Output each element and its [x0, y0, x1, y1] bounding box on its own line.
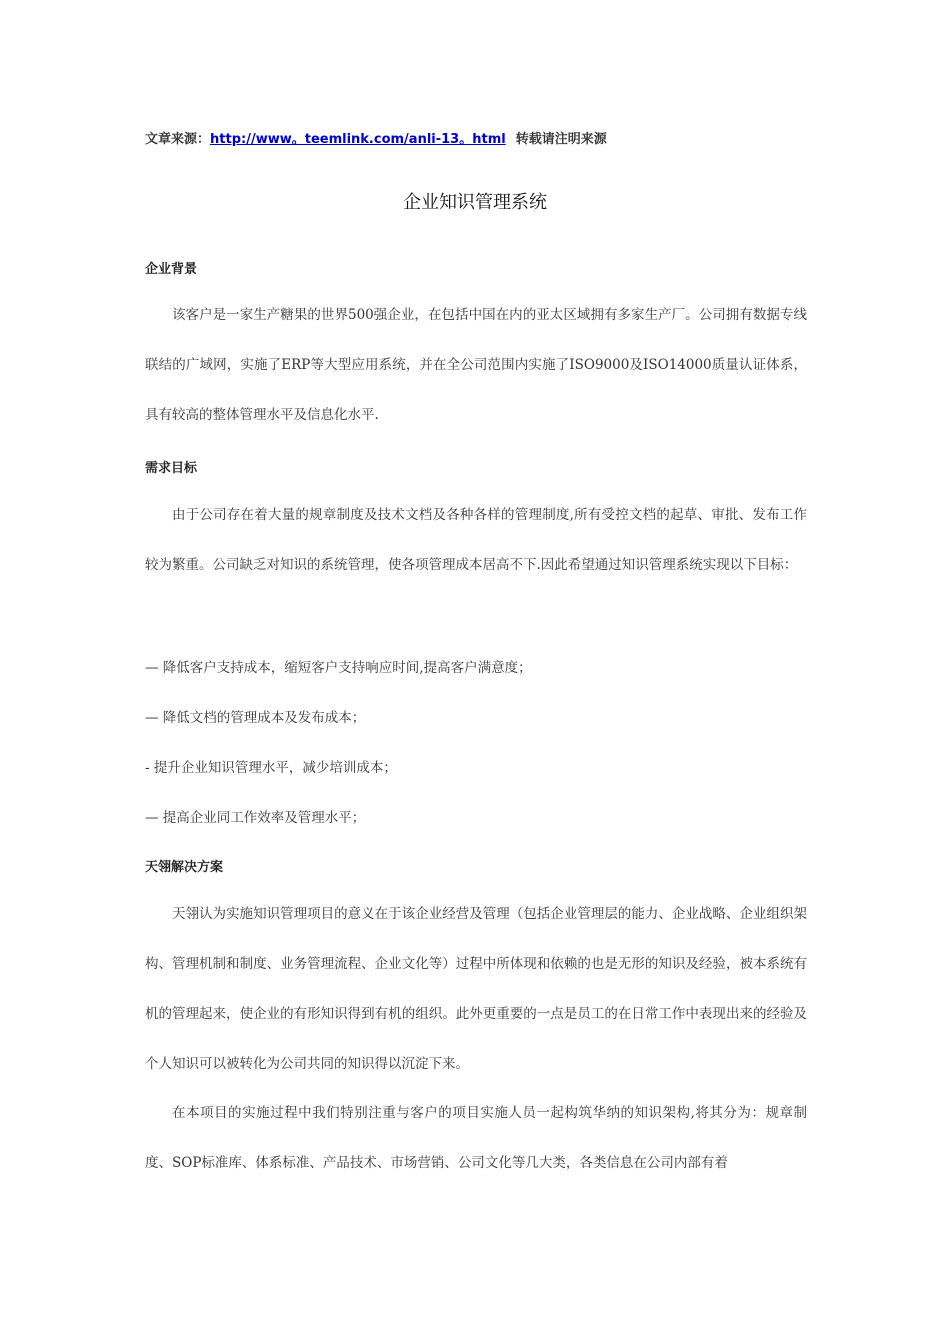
goal-item: — 降低文档的管理成本及发布成本；: [145, 710, 366, 726]
section-heading-goals: 需求目标: [145, 461, 198, 476]
paragraph-solution-2: 在本项目的实施过程中我们特别注重与客户的项目实施人员一起构筑华纳的知识架构,将其分为：规章制度、SOP标准库、体系标准、产品技术、市场营销、公司文化等几大类，各类信息在公司内部有着: [145, 1105, 807, 1171]
paragraph-background: 该客户是一家生产糖果的世界500强企业，在包括中国在内的亚太区域拥有多家生产厂。公司拥有数据专线联结的广域网，实施了ERP等大型应用系统，并在全公司范围内实施了ISO9000及ISO14000质量认证体系，具有较高的整体管理水平及信息化水平.: [145, 307, 807, 423]
document-title: 企业知识管理系统: [403, 192, 547, 213]
goal-item: — 降低客户支持成本，缩短客户支持响应时间,提高客户满意度；: [145, 660, 532, 676]
section-heading-background: 企业背景: [145, 262, 198, 277]
paragraph-solution-1: 天翎认为实施知识管理项目的意义在于该企业经营及管理（包括企业管理层的能力、企业战略、企业组织架构、管理机制和制度、业务管理流程、企业文化等）过程中所体现和依赖的也是无形的知识及经验，被本系统有机的管理起来，使企业的有形知识得到有机的组织。此外更重要的一点是员工的在日常工作中表现出来的经验及个人知识可以被转化为公司共同的知识得以沉淀下来。: [145, 906, 807, 1072]
source-line: [145, 128, 607, 147]
goal-item: — 提高企业同工作效率及管理水平；: [145, 810, 366, 826]
source-label: 文章来源：: [145, 132, 211, 147]
source-link[interactable]: http://www。teemlink.com/anli-13。html: [210, 132, 506, 147]
paragraph-goals: 由于公司存在着大量的规章制度及技术文档及各种各样的管理制度,所有受控文档的起草、审批、发布工作较为繁重。公司缺乏对知识的系统管理，使各项管理成本居高不下.因此希望通过知识管理系统实现以下目标：: [145, 507, 807, 573]
section-heading-solution: 天翎解决方案: [145, 860, 224, 875]
goal-item: - 提升企业知识管理水平，减少培训成本；: [145, 760, 397, 776]
source-note: 转载请注明来源: [515, 132, 607, 147]
